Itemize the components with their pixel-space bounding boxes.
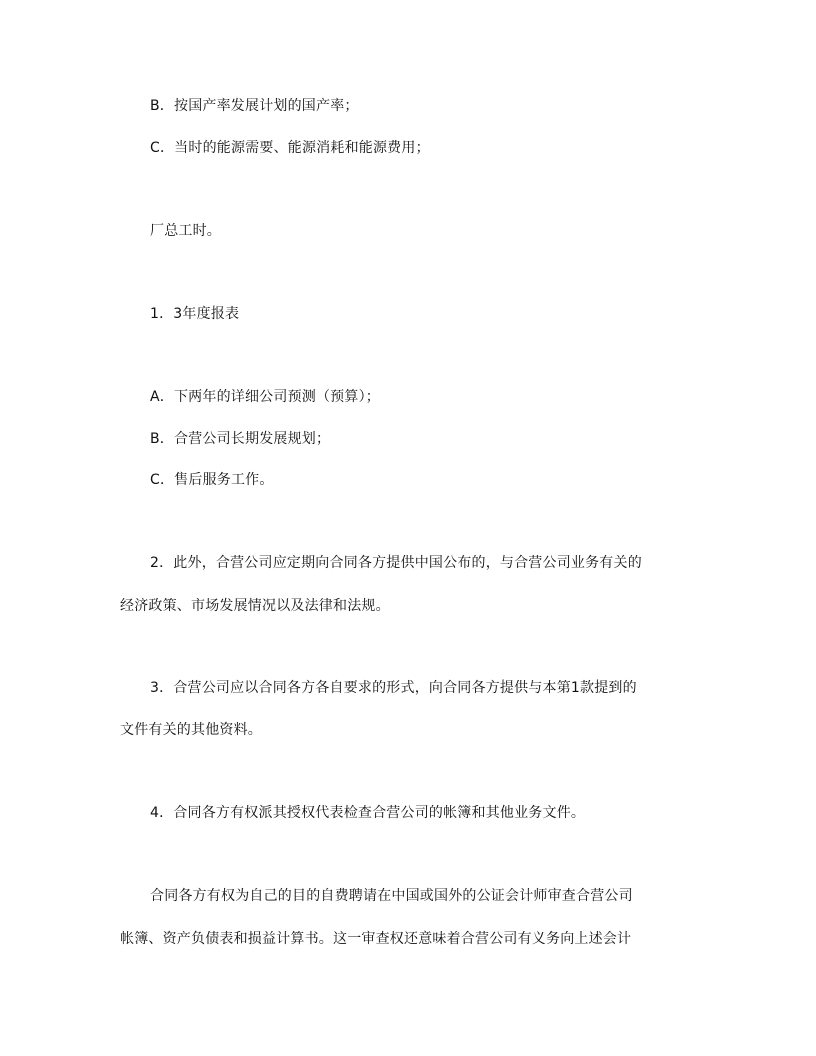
item-b-localization-rate: B．按国产率发展计划的国产率； xyxy=(150,98,359,114)
item-a-forecast: A．下两年的详细公司预测（预算）； xyxy=(150,389,380,405)
item-c-energy: C．当时的能源需要、能源消耗和能源费用； xyxy=(150,140,430,156)
audit-paragraph-line-2: 帐簿、资产负债表和损益计算书。这一审查权还意味着合营公司有义务向上述会计 xyxy=(120,931,632,947)
paragraph-2-line-2: 经济政策、市场发展情况以及法律和法规。 xyxy=(120,598,390,614)
paragraph-3-line-1: 3．合营公司应以合同各方各自要求的形式，向合同各方提供与本第1款提到的 xyxy=(150,680,637,696)
paragraph-2-line-1: 2．此外，合营公司应定期向合同各方提供中国公布的，与合营公司业务有关的 xyxy=(150,555,642,571)
factory-total-hours: 厂总工时。 xyxy=(150,223,221,239)
section-1-3-annual-report: 1．3年度报表 xyxy=(150,306,240,322)
item-b-long-term-plan: B．合营公司长期发展规划； xyxy=(150,431,331,447)
paragraph-3-line-2: 文件有关的其他资料。 xyxy=(120,722,262,738)
item-c-after-sales: C．售后服务工作。 xyxy=(150,472,274,488)
paragraph-4: 4．合同各方有权派其授权代表检查合营公司的帐簿和其他业务文件。 xyxy=(150,805,586,821)
audit-paragraph-line-1: 合同各方有权为自己的目的自费聘请在中国或国外的公证会计师审查合营公司 xyxy=(150,888,633,904)
